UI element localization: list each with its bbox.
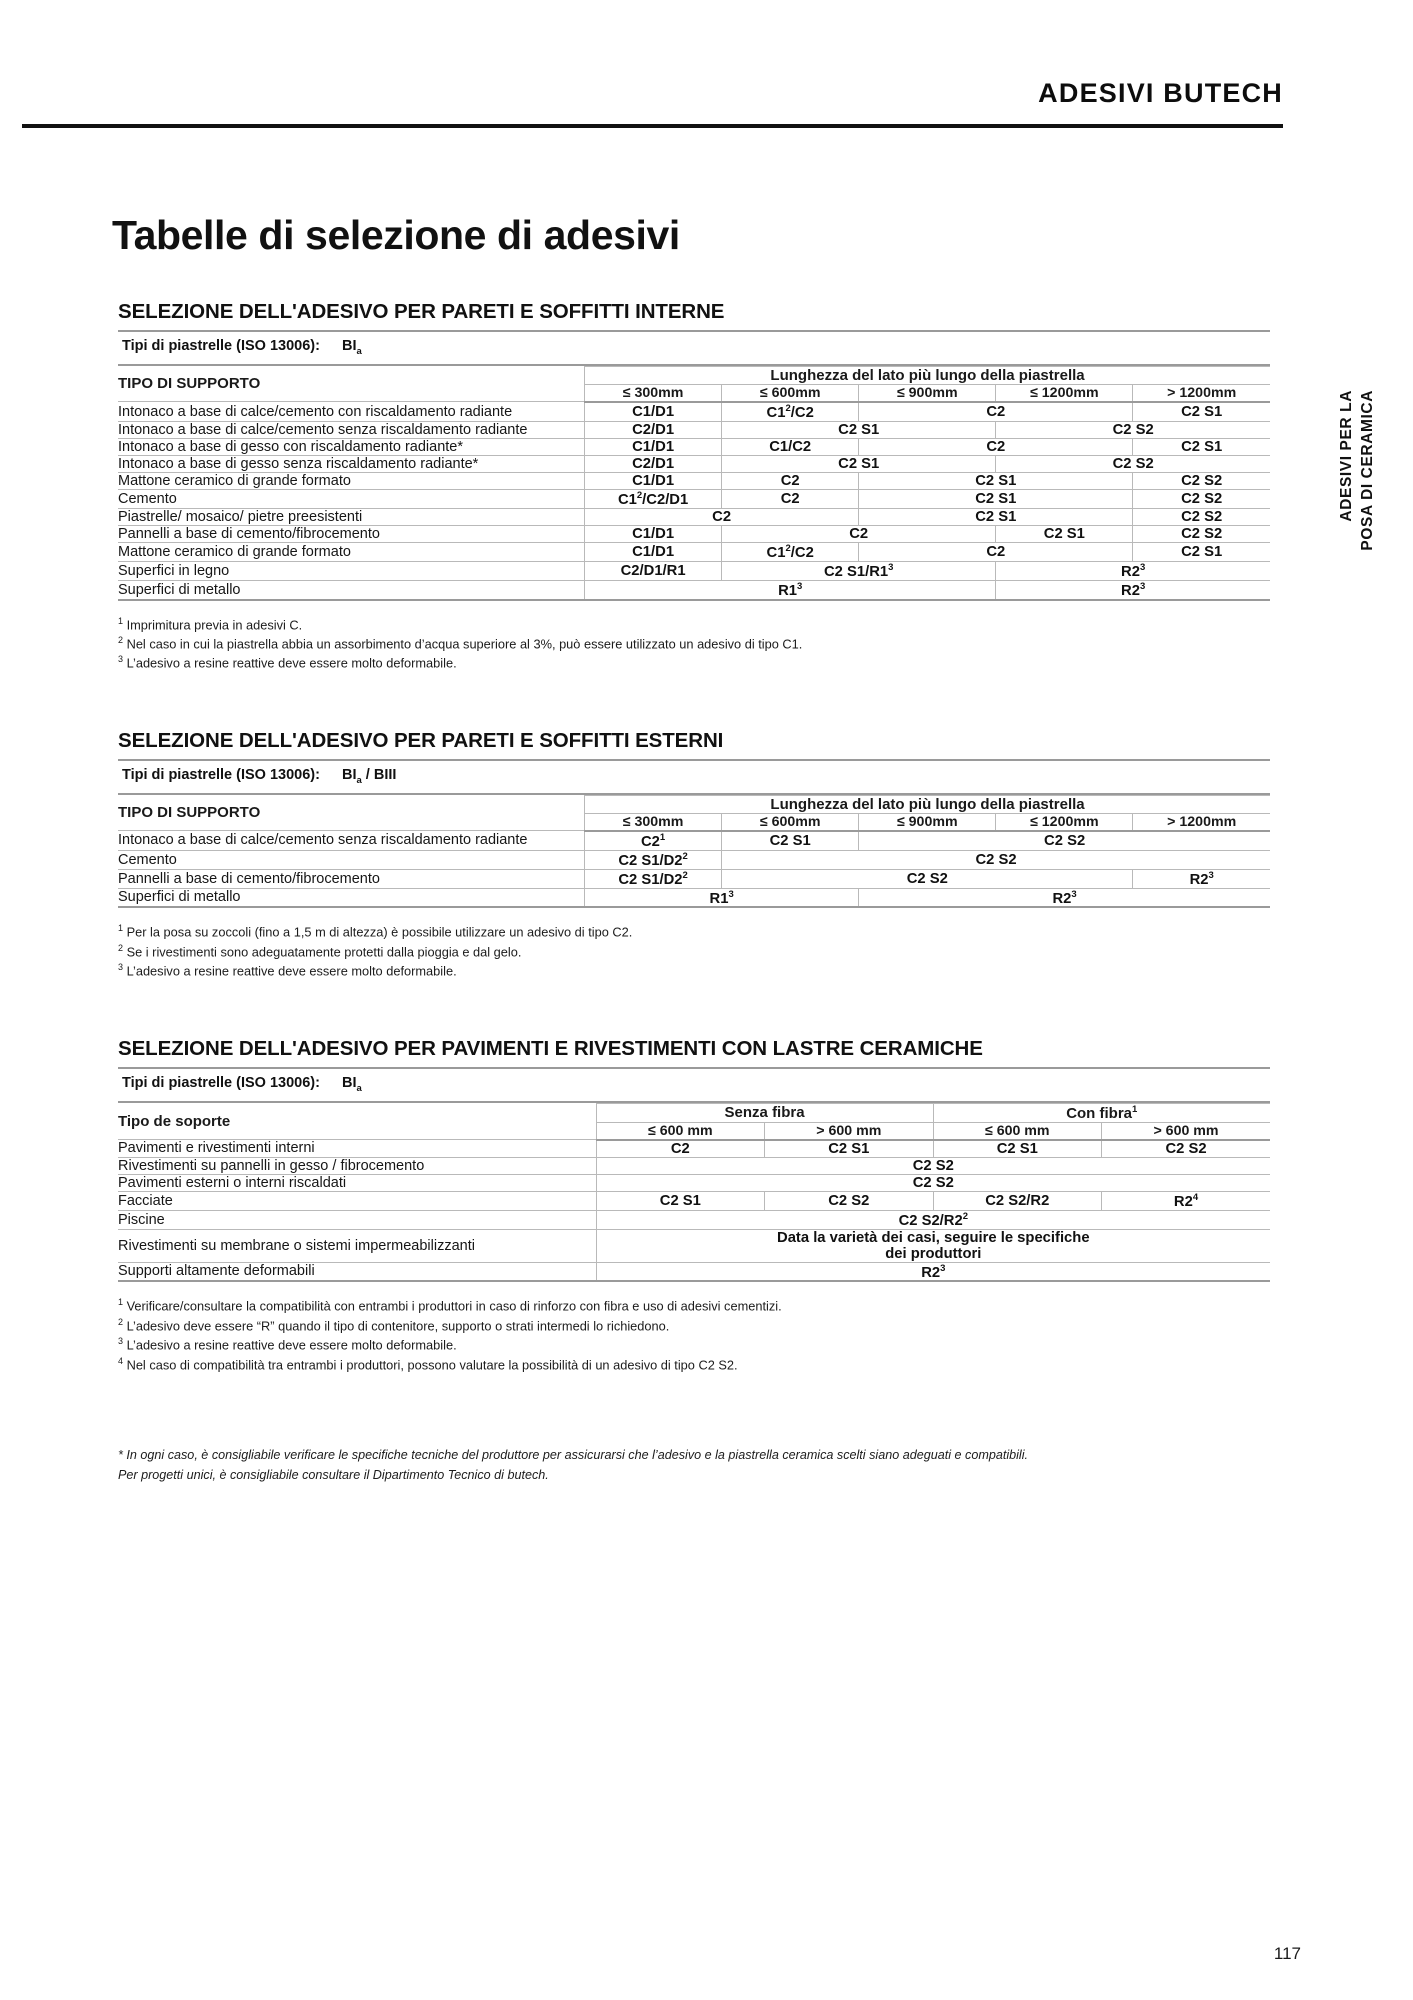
table-column-header: > 1200mm bbox=[1133, 384, 1270, 402]
table-group-header: Con fibra$^1$ bbox=[933, 1103, 1270, 1122]
adhesive-value-cell: C2 S2 bbox=[722, 850, 1270, 869]
table-column-header: ≤ 300mm bbox=[585, 813, 722, 831]
adhesive-value-cell: $R2^3$ bbox=[1133, 869, 1270, 888]
tile-types-label: Tipi di piastrelle (ISO 13006): bbox=[122, 766, 320, 783]
adhesive-value-cell: C2 S2 bbox=[596, 1157, 1270, 1174]
adhesive-value-cell: C2 S1 bbox=[722, 455, 996, 472]
table-row bbox=[118, 455, 1270, 472]
adhesive-value-cell: C2 bbox=[596, 1140, 764, 1158]
table-header-row-group bbox=[118, 366, 1270, 384]
adhesive-value-cell: C2/D1/R1 bbox=[585, 561, 722, 580]
row-label: Intonaco a base di calce/cemento senza riscaldamento radiante bbox=[118, 421, 585, 438]
tile-types-value: $BI_a$ bbox=[341, 338, 362, 357]
footnote-item: $^3$ L’adesivo a resine reattive deve essere molto deformabile. bbox=[118, 654, 457, 671]
adhesive-value-cell: C2 S1 bbox=[996, 525, 1133, 542]
table-column-header: > 600 mm bbox=[765, 1122, 933, 1140]
tile-types-row bbox=[118, 330, 1270, 366]
section-heading: SELEZIONE DELL'ADESIVO PER PARETI E SOFFITTI ESTERNI bbox=[118, 728, 724, 752]
footnote-marker: 1 bbox=[118, 923, 124, 934]
table-column-header: ≤ 300mm bbox=[585, 384, 722, 402]
table-column-header: ≤ 600mm bbox=[722, 384, 859, 402]
adhesive-value-cell: $R2^4$ bbox=[1102, 1191, 1271, 1210]
adhesive-value-cell: $R2^3$ bbox=[996, 561, 1270, 580]
adhesive-value-cell: C2 S1 bbox=[1133, 542, 1270, 561]
adhesive-value-cell: C2 $S1/D2^2$ bbox=[585, 869, 722, 888]
running-header-title: ADESIVI BUTECH bbox=[1038, 78, 1283, 108]
adhesive-value-cell: C2 S1 bbox=[596, 1191, 764, 1210]
adhesive-value-cell: C2 S1 bbox=[1133, 438, 1270, 455]
table-column-header: ≤ 1200mm bbox=[996, 813, 1133, 831]
adhesive-value-cell: C2 S1 bbox=[1133, 402, 1270, 421]
section-spacer bbox=[118, 673, 1270, 729]
table-row bbox=[118, 831, 1270, 850]
row-label: Pannelli a base di cemento/fibrocemento bbox=[118, 525, 585, 542]
footnote-item: $^4$ Nel caso di compatibilità tra entrambi i produttori, possono valutare la possibilità di un adesivo di tipo C2 S2. bbox=[118, 1355, 738, 1373]
table-column-header: ≤ 600 mm bbox=[596, 1122, 764, 1140]
tile-types-row bbox=[118, 1067, 1270, 1103]
table-section bbox=[118, 729, 1270, 1037]
adhesive-value-cell: C2 S2 bbox=[1102, 1140, 1271, 1158]
adhesive-value-cell: C2 S1 bbox=[933, 1140, 1101, 1158]
adhesive-value-cell: C2 S2 bbox=[1133, 508, 1270, 525]
selection-table bbox=[118, 1103, 1270, 1283]
footnote-marker: 2 bbox=[118, 942, 124, 953]
footnote-marker: 1 bbox=[118, 1297, 124, 1308]
row-label: Superfici di metallo bbox=[118, 580, 585, 599]
adhesive-value-cell: C2/D1 bbox=[585, 421, 722, 438]
tile-types-label: Tipi di piastrelle (ISO 13006): bbox=[122, 338, 320, 354]
adhesive-value-cell: Data la varietà dei casi, seguire le specifiche dei produttori bbox=[596, 1229, 1270, 1262]
page-title: Tabelle di selezione di adesivi bbox=[112, 212, 680, 259]
adhesive-value-cell: C2 S2 bbox=[859, 831, 1270, 850]
table-row bbox=[118, 1140, 1270, 1158]
adhesive-value-cell: C2 S1 bbox=[859, 489, 1133, 508]
row-label: Superfici in legno bbox=[118, 561, 585, 580]
footnote-marker: 2 bbox=[118, 634, 124, 645]
footnote-marker: 2 bbox=[118, 1316, 124, 1327]
footnote-marker: 4 bbox=[118, 1355, 124, 1366]
document-content bbox=[118, 300, 1270, 1485]
adhesive-value-cell: $R2^3$ bbox=[859, 888, 1270, 907]
header-divider-rule bbox=[22, 124, 1283, 128]
adhesive-value-cell: C2 bbox=[859, 402, 1133, 421]
adhesive-value-cell: C2 S2/R2 bbox=[933, 1191, 1101, 1210]
table-row bbox=[118, 508, 1270, 525]
adhesive-value-cell: C1/D1 bbox=[585, 525, 722, 542]
sections-container bbox=[118, 300, 1270, 1420]
table-column-header: ≤ 900mm bbox=[859, 813, 996, 831]
footnote-marker: 3 bbox=[118, 962, 124, 973]
section-spacer bbox=[118, 981, 1270, 1037]
row-label: Intonaco a base di calce/cemento con riscaldamento radiante bbox=[118, 402, 585, 421]
row-label: Pannelli a base di cemento/fibrocemento bbox=[118, 869, 585, 888]
table-corner-header: TIPO DI SUPPORTO bbox=[118, 795, 585, 831]
running-header bbox=[0, 78, 1413, 109]
adhesive-value-cell: C2 S1 bbox=[722, 421, 996, 438]
table-column-header: ≤ 600mm bbox=[722, 813, 859, 831]
row-label: Mattone ceramico di grande formato bbox=[118, 472, 585, 489]
table-span-header: Lunghezza del lato più lungo della piastrella bbox=[585, 795, 1270, 813]
adhesive-value-cell: $C1^2/C2/D1$ bbox=[585, 489, 722, 508]
adhesive-value-cell: C2 S2 bbox=[1133, 525, 1270, 542]
row-label: Pavimenti e rivestimenti interni bbox=[118, 1140, 596, 1158]
table-header-row-group bbox=[118, 1103, 1270, 1122]
adhesive-value-cell: C2 S1 bbox=[859, 508, 1133, 525]
table-section bbox=[118, 300, 1270, 729]
table-group-header: Senza fibra bbox=[596, 1103, 933, 1122]
table-row bbox=[118, 1262, 1270, 1281]
footnote-item: $^1$ Imprimitura previa in adesivi C. bbox=[118, 615, 303, 632]
table-row bbox=[118, 869, 1270, 888]
table-row bbox=[118, 489, 1270, 508]
table-footnotes bbox=[118, 615, 1270, 673]
adhesive-value-cell: $R1^3$ bbox=[585, 580, 996, 599]
row-label: Piastrelle/ mosaico/ pietre preesistenti bbox=[118, 508, 585, 525]
table-row bbox=[118, 402, 1270, 421]
section-heading: SELEZIONE DELL'ADESIVO PER PAVIMENTI E RIVESTIMENTI CON LASTRE CERAMICHE bbox=[118, 1036, 983, 1060]
adhesive-value-cell: C2 S1 bbox=[859, 472, 1133, 489]
adhesive-value-cell: C2 bbox=[722, 489, 859, 508]
adhesive-value-cell: C1/D1 bbox=[585, 542, 722, 561]
row-label: Rivestimenti su pannelli in gesso / fibrocemento bbox=[118, 1157, 596, 1174]
adhesive-value-cell: C2 bbox=[585, 508, 859, 525]
table-span-header: Lunghezza del lato più lungo della piastrella bbox=[585, 366, 1270, 384]
adhesive-value-cell: C2 bbox=[859, 438, 1133, 455]
footnote-item: $^2$ Nel caso in cui la piastrella abbia un assorbimento d’acqua superiore al 3%, può essere utilizzato un adesivo di tipo C1. bbox=[118, 634, 803, 652]
row-label: Cemento bbox=[118, 850, 585, 869]
adhesive-value-cell: C2 S2 bbox=[765, 1191, 933, 1210]
footnote-item: $^1$ Per la posa su zoccoli (fino a 1,5 m di altezza) è possibile utilizzare un adesivo di tipo C2. bbox=[118, 923, 633, 940]
footnote-item: $^2$ Se i rivestimenti sono adeguatamente protetti dalla pioggia e dal gelo. bbox=[118, 942, 522, 960]
adhesive-value-cell: C1/D1 bbox=[585, 438, 722, 455]
table-column-header: ≤ 1200mm bbox=[996, 384, 1133, 402]
table-footnotes bbox=[118, 922, 1270, 980]
table-column-header: > 1200mm bbox=[1133, 813, 1270, 831]
table-corner-header: Tipo de soporte bbox=[118, 1103, 596, 1140]
table-footnotes bbox=[118, 1296, 1270, 1374]
side-tab-line-1: ADESIVI PER LA bbox=[1338, 390, 1355, 522]
table-row bbox=[118, 525, 1270, 542]
table-row bbox=[118, 1229, 1270, 1262]
tile-types-row bbox=[118, 759, 1270, 795]
table-section bbox=[118, 1037, 1270, 1420]
table-row bbox=[118, 438, 1270, 455]
section-side-tab bbox=[1337, 390, 1395, 650]
footnote-item: $^3$ L’adesivo a resine reattive deve essere molto deformabile. bbox=[118, 962, 457, 979]
row-label: Mattone ceramico di grande formato bbox=[118, 542, 585, 561]
footnote-item: $^3$ L’adesivo a resine reattive deve essere molto deformabile. bbox=[118, 1336, 457, 1353]
section-heading: SELEZIONE DELL'ADESIVO PER PARETI E SOFFITTI INTERNE bbox=[118, 300, 725, 323]
adhesive-value-cell: $C1^2/C2$ bbox=[722, 542, 859, 561]
row-label: Supporti altamente deformabili bbox=[118, 1262, 596, 1281]
page-number: 117 bbox=[1273, 1944, 1301, 1963]
row-label: Cemento bbox=[118, 489, 585, 508]
tile-types-label: Tipi di piastrelle (ISO 13006): bbox=[122, 1074, 320, 1091]
adhesive-value-cell: $R2^3$ bbox=[596, 1262, 1270, 1281]
table-row bbox=[118, 1210, 1270, 1229]
selection-table bbox=[118, 366, 1270, 601]
adhesive-value-cell: C1/D1 bbox=[585, 472, 722, 489]
table-column-header: > 600 mm bbox=[1102, 1122, 1271, 1140]
footnote-marker: 1 bbox=[118, 615, 124, 626]
row-label: Facciate bbox=[118, 1191, 596, 1210]
row-label: Superfici di metallo bbox=[118, 888, 585, 907]
adhesive-value-cell: C2 S2 bbox=[722, 869, 1133, 888]
table-row bbox=[118, 421, 1270, 438]
row-label: Pavimenti esterni o interni riscaldati bbox=[118, 1174, 596, 1191]
adhesive-value-cell: C2 $S2/R2^2$ bbox=[596, 1210, 1270, 1229]
footnote-item: $^2$ L’adesivo deve essere “R” quando il tipo di contenitore, supporto o strati intermedi lo richiedono. bbox=[118, 1316, 670, 1334]
footnote-marker: 3 bbox=[118, 654, 124, 665]
tile-types-value: $BI_a$ bbox=[341, 1074, 362, 1094]
adhesive-value-cell: C2/D1 bbox=[585, 455, 722, 472]
table-row bbox=[118, 1157, 1270, 1174]
table-row bbox=[118, 850, 1270, 869]
adhesive-value-cell: C2 bbox=[859, 542, 1133, 561]
row-label: Intonaco a base di calce/cemento senza riscaldamento radiante bbox=[118, 831, 585, 850]
adhesive-value-cell: C2 S1 bbox=[722, 831, 859, 850]
table-row bbox=[118, 888, 1270, 907]
table-row bbox=[118, 580, 1270, 599]
row-label: Intonaco a base di gesso con riscaldamento radiante* bbox=[118, 438, 585, 455]
adhesive-value-cell: C2 $S1/R1^3$ bbox=[722, 561, 996, 580]
selection-table bbox=[118, 795, 1270, 909]
adhesive-value-cell: C2 $S1/D2^2$ bbox=[585, 850, 722, 869]
adhesive-value-cell: C2 bbox=[722, 472, 859, 489]
table-header-row-group bbox=[118, 795, 1270, 813]
section-spacer bbox=[118, 1374, 1270, 1420]
adhesive-value-cell: C1/C2 bbox=[722, 438, 859, 455]
footnote-marker: 3 bbox=[118, 1336, 124, 1347]
row-label: Rivestimenti su membrane o sistemi impermeabilizzanti bbox=[118, 1229, 596, 1262]
adhesive-value-cell: C2 S2 bbox=[596, 1174, 1270, 1191]
table-column-header: ≤ 900mm bbox=[859, 384, 996, 402]
final-disclaimer-note: * In ogni caso, è consigliabile verificare le specifiche tecniche del produttore per assicurarsi che l’adesivo e la piastrella ceramica scelti siano adeguati e compatibili. Per progetti unici, è consigliabile consultare il Dipartimento Tecnico di butech. bbox=[118, 1448, 1029, 1482]
adhesive-value-cell: C2 S2 bbox=[996, 455, 1270, 472]
table-row bbox=[118, 542, 1270, 561]
adhesive-value-cell: $C2^1$ bbox=[585, 831, 722, 850]
tile-types-value: $BI_a$ / BIII bbox=[341, 766, 397, 786]
table-row bbox=[118, 561, 1270, 580]
adhesive-value-cell: C2 S2 bbox=[996, 421, 1270, 438]
adhesive-value-cell: C2 S2 bbox=[1133, 472, 1270, 489]
table-row bbox=[118, 1174, 1270, 1191]
adhesive-value-cell: $R2^3$ bbox=[996, 580, 1270, 599]
footnote-item: $^1$ Verificare/consultare la compatibilità con entrambi i produttori in caso di rinforzo con fibra e uso di adesivi cementizi. bbox=[118, 1297, 782, 1314]
table-column-header: ≤ 600 mm bbox=[933, 1122, 1101, 1140]
row-label: Intonaco a base di gesso senza riscaldamento radiante* bbox=[118, 455, 585, 472]
row-label: Piscine bbox=[118, 1210, 596, 1229]
adhesive-value-cell: C2 S1 bbox=[765, 1140, 933, 1158]
adhesive-value-cell: $R1^3$ bbox=[585, 888, 859, 907]
adhesive-value-cell: $C1^2/C2$ bbox=[722, 402, 859, 421]
adhesive-value-cell: C2 S2 bbox=[1133, 489, 1270, 508]
side-tab-line-2: POSA DI CERAMICA bbox=[1358, 390, 1376, 551]
side-tab-text bbox=[1337, 390, 1395, 650]
table-corner-header: TIPO DI SUPPORTO bbox=[118, 366, 585, 402]
adhesive-value-cell: C1/D1 bbox=[585, 402, 722, 421]
adhesive-value-cell: C2 bbox=[722, 525, 996, 542]
table-row bbox=[118, 472, 1270, 489]
table-row bbox=[118, 1191, 1270, 1210]
